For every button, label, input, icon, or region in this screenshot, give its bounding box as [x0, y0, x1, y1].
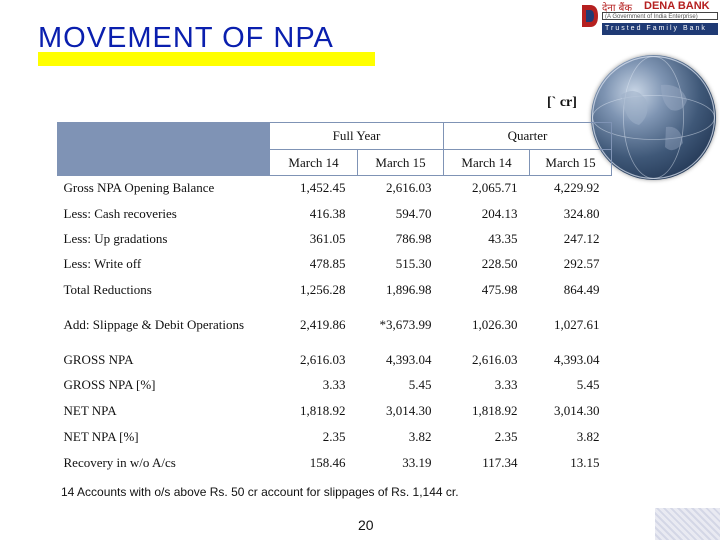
column-header: March 14 — [444, 150, 530, 176]
cell-value: 1,818.92 — [300, 402, 346, 418]
footnote: 14 Accounts with o/s above Rs. 50 cr account for slippages of Rs. 1,144 cr. — [61, 485, 459, 499]
cell-value: 4,393.04 — [386, 351, 432, 367]
group-header-quarter: Quarter — [444, 123, 612, 150]
cell-value: 4,393.04 — [554, 351, 600, 367]
table-row — [58, 347, 612, 373]
cell-value: 1,452.45 — [300, 180, 346, 196]
cell-value: 478.85 — [309, 256, 346, 271]
row-label: Less: Write off — [63, 256, 142, 271]
table-row — [58, 303, 612, 347]
table-row — [58, 277, 612, 303]
npa-table — [57, 122, 612, 476]
cell-value: 3.82 — [576, 428, 600, 444]
cell-value: 361.05 — [309, 231, 346, 246]
cell-value: 2,065.71 — [472, 180, 518, 196]
table-row — [58, 227, 612, 252]
table-row — [58, 398, 612, 424]
cell-value: 3,014.30 — [386, 402, 432, 418]
row-label: GROSS NPA — [63, 351, 134, 367]
row-label: NET NPA [%] — [63, 428, 139, 444]
row-label: NET NPA — [63, 402, 117, 418]
cell-value: 2,616.03 — [386, 180, 432, 196]
cell-value: 1,256.28 — [300, 281, 346, 297]
cell-value: 5.45 — [576, 377, 600, 392]
row-label: Add: Slippage & Debit Operations — [63, 316, 245, 332]
cell-value: 13.15 — [570, 454, 600, 470]
row-label: GROSS NPA [%] — [63, 377, 156, 392]
table-row — [58, 450, 612, 476]
cell-value: *3,673.99 — [379, 316, 432, 332]
cell-value: 864.49 — [563, 281, 600, 297]
bank-subtitle: (A Government of India Enterprise) — [602, 12, 718, 20]
row-label: Gross NPA Opening Balance — [63, 180, 215, 196]
cell-value: 1,896.98 — [386, 281, 432, 297]
cell-value: 1,026.30 — [472, 316, 518, 332]
table-row — [58, 176, 612, 201]
cell-value: 2,616.03 — [472, 351, 518, 367]
cell-value: 2,419.86 — [300, 316, 346, 332]
cell-value: 3.82 — [408, 428, 432, 444]
cell-value: 4,229.92 — [554, 180, 600, 196]
cell-value: 247.12 — [563, 231, 600, 246]
cell-value: 1,027.61 — [554, 316, 600, 332]
bank-name: DENA BANK — [644, 0, 710, 12]
cell-value: 416.38 — [309, 205, 346, 221]
table-corner-header — [58, 123, 270, 176]
cell-value: 2.35 — [494, 428, 518, 444]
cell-value: 5.45 — [408, 377, 432, 392]
cell-value: 594.70 — [395, 205, 432, 221]
cell-value: 33.19 — [402, 454, 432, 470]
unit-label: [` cr] — [547, 95, 577, 110]
column-header: March 15 — [530, 150, 612, 176]
cell-value: 2,616.03 — [300, 351, 346, 367]
table-row — [58, 201, 612, 227]
page-number: 20 — [358, 517, 374, 533]
row-label: Recovery in w/o A/cs — [63, 454, 176, 470]
cell-value: 204.13 — [481, 205, 518, 221]
cell-value: 43.35 — [488, 231, 518, 246]
cell-value: 158.46 — [309, 454, 346, 470]
table-row — [58, 424, 612, 450]
table-row — [58, 252, 612, 277]
bank-logo-icon — [580, 2, 600, 30]
cell-value: 1,818.92 — [472, 402, 518, 418]
table-row — [58, 373, 612, 398]
bank-logo — [580, 0, 720, 36]
cell-value: 2.35 — [322, 428, 346, 444]
column-header: March 14 — [270, 150, 358, 176]
cell-value: 3.33 — [322, 377, 346, 392]
corner-texture — [655, 508, 720, 540]
cell-value: 3.33 — [494, 377, 518, 392]
bank-tagline: Trusted Family Bank — [602, 23, 718, 35]
cell-value: 117.34 — [482, 454, 518, 470]
group-header-full-year: Full Year — [270, 123, 444, 150]
column-header: March 15 — [358, 150, 444, 176]
cell-value: 292.57 — [563, 256, 600, 271]
cell-value: 515.30 — [395, 256, 432, 271]
cell-value: 786.98 — [395, 231, 432, 246]
cell-value: 3,014.30 — [554, 402, 600, 418]
row-label: Less: Cash recoveries — [63, 205, 177, 221]
cell-value: 324.80 — [563, 205, 600, 221]
row-label: Total Reductions — [63, 281, 152, 297]
slide-title: MOVEMENT OF NPA — [38, 22, 334, 54]
row-label: Less: Up gradations — [63, 231, 168, 246]
cell-value: 475.98 — [481, 281, 518, 297]
bank-name-hindi: देना बैंक — [602, 3, 633, 14]
cell-value: 228.50 — [481, 256, 518, 271]
